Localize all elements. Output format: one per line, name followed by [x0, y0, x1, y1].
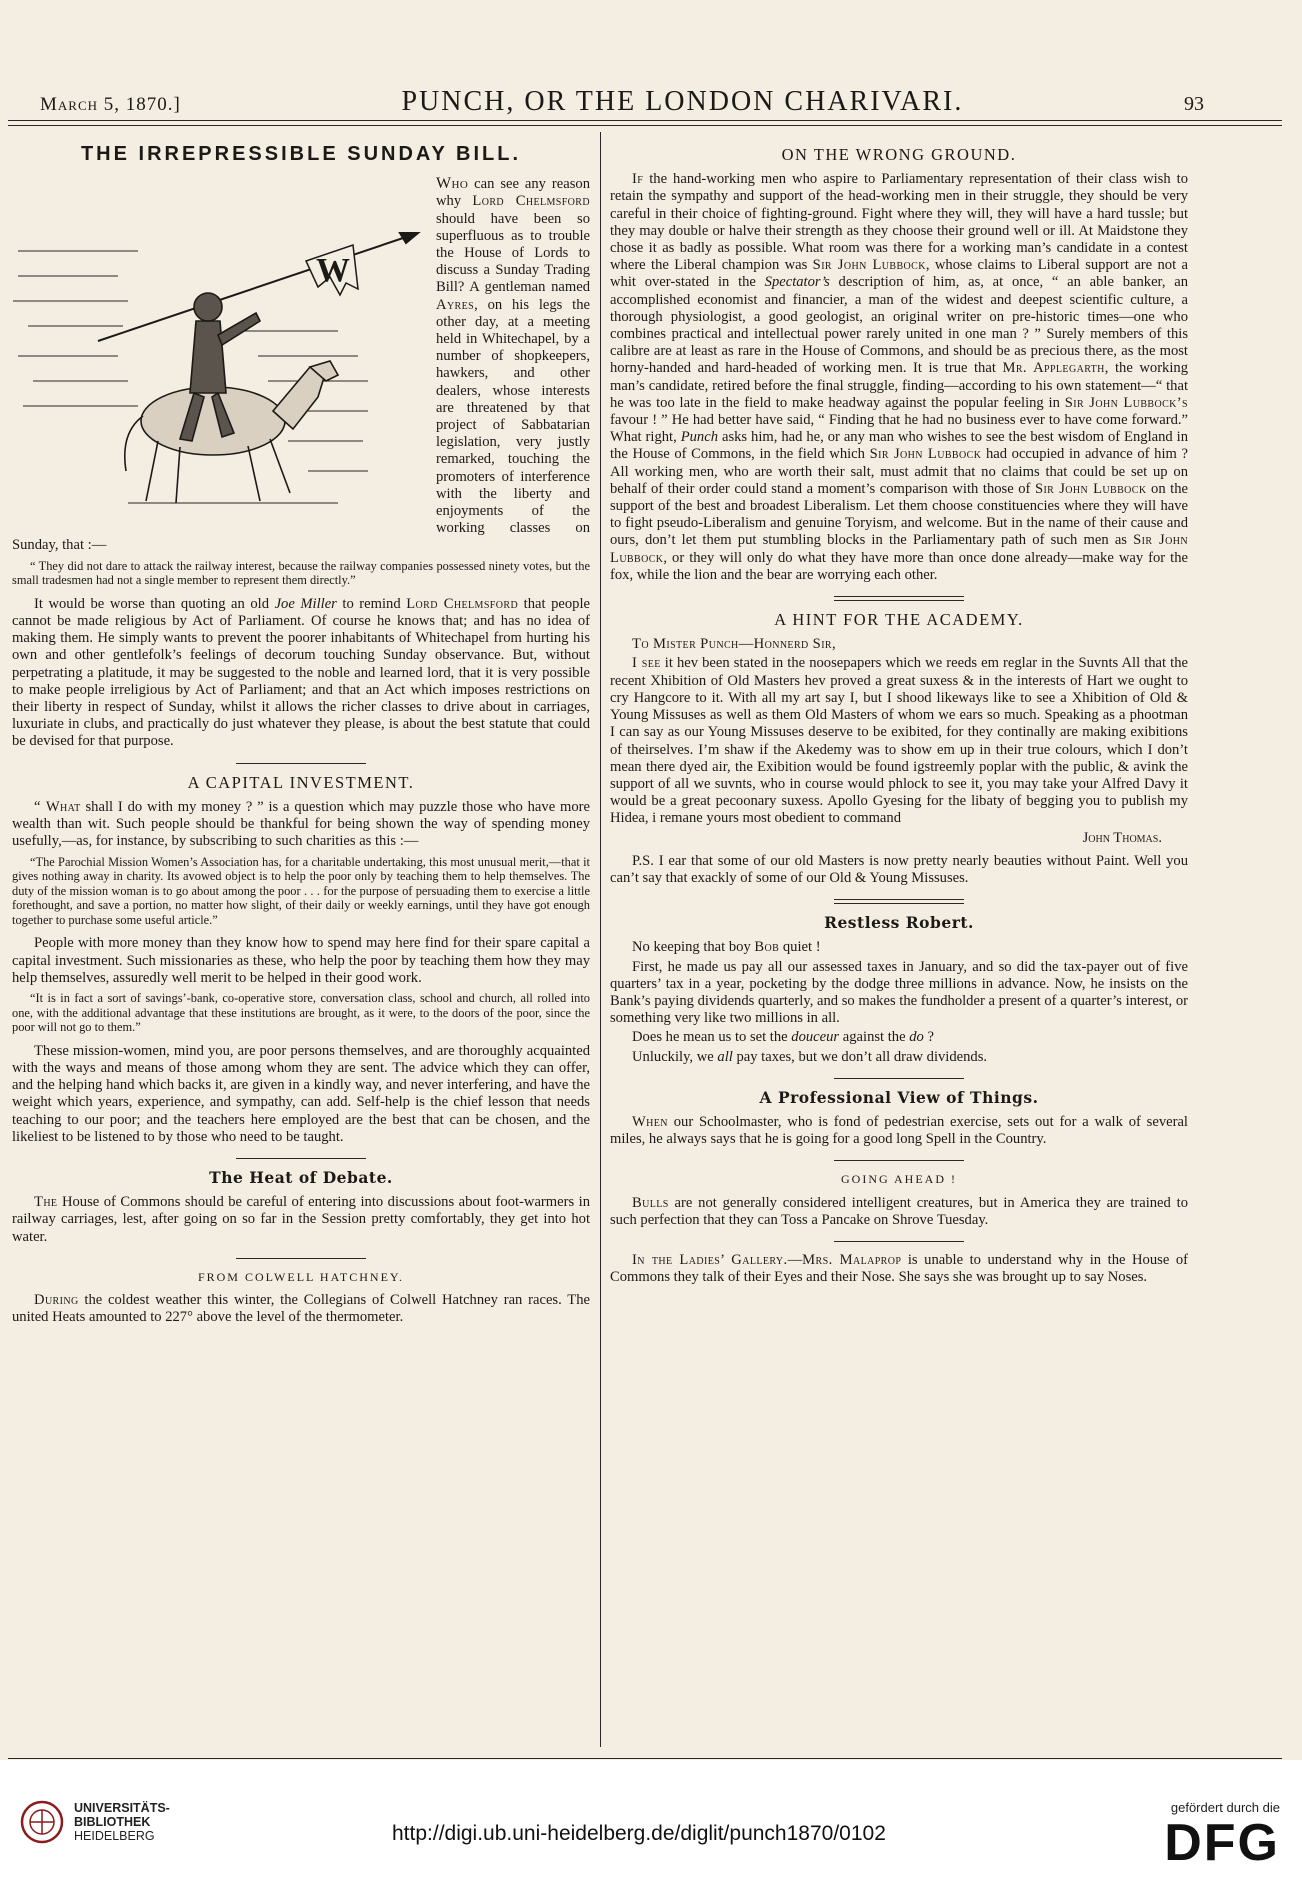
- paragraph: These mission-women, mind you, are poor persons themselves, and are thoroughly acquainted with the ways and means of those among whom they are sent. The advice which they can offer, and the helping hand which backs it, are given in a kindly way, and never interfering, and have the weight which years, experience, and sympathy, can add. Self-help is the chief lesson that needs teaching to our poor; and the teachers here employed are the best that can be chosen, and the likeliest to be listened to by those who need to be taught.: [12, 1042, 590, 1145]
- column-divider: [600, 132, 601, 1747]
- block-quote: “It is in fact a sort of savings’-bank, co-operative store, conversation class, school and church, all rolled into one, with the additional advantage that these institutions are brought, as it were, to the doors of the poor, since the poor will not go to them.”: [12, 991, 590, 1035]
- paragraph: The House of Commons should be careful of entering into discussions about foot-warmers in railway carriages, lest, after going on so far in the Session pretty comfortably, they get into hot water.: [12, 1194, 590, 1245]
- library-logo: [20, 1800, 170, 1844]
- block-quote: “ They did not dare to attack the railway interest, because the railway companies possessed ninety votes, but the small tradesmen had not a single member to represent them directly.”: [12, 558, 590, 588]
- letter-signature: John Thomas.: [1082, 829, 1162, 846]
- left-column: [12, 136, 590, 1329]
- section-separator: [834, 1078, 964, 1079]
- article-heading-heat-of-debate: The Heat of Debate.: [209, 1168, 393, 1188]
- paragraph: Who can see any reason why Lord Chelmsford should have been so superfluous as to trouble the House of Lords to discuss a Sunday Trading Bill? A gentleman named Ayres, on his legs the other day, at a meeting held in Whitechapel, by a number of shopkeepers, hawkers, and other dealers, whose interests are threatened by that project of Sabbatarian legislation, very justly remarked, touching the promoters of interference with the liberty and enjoyments of the working classes on Sunday, that :—: [12, 175, 590, 554]
- paragraph: First, he made us pay all our assessed taxes in January, and so did the tax-payer out of five quarters’ tax in a year, pocketing by the dodge three millions in advance. Now, he insists on the Bank’s paying dividends quarterly, and so makes the fundholder a present of a quarter’s interest, or something very like two millions in all.: [610, 958, 1188, 1027]
- article-heading-restless-robert: Restless Robert.: [824, 913, 974, 933]
- article-heading-hint-academy: A HINT FOR THE ACADEMY.: [774, 610, 1024, 630]
- section-separator: [834, 1241, 964, 1242]
- section-separator: [834, 899, 964, 904]
- letter-salutation: To Mister Punch—Honnerd Sir,: [632, 636, 837, 653]
- paragraph: It would be worse than quoting an old Joe Miller to remind Lord Chelmsford that people cannot be made religious by Act of Parliament. Of course he knows that; and has no idea of making them. He simply wants to prevent the poorer inhabitants of Whitechapel from hurting his own and other gentlefolk’s feelings of decorum touching Sunday observance. But, without perpetrating a platitude, it may be suggested to the noble and learned lord, that it is very possible to make people irreligious by Act of Parliament; and that an Act which imposes restrictions on their liberty in respect of Sunday, whilst it allows the richer classes to drive about in carriages, luxuriate in clubs, and practically do just whatever they please, is about the best statute that could be devised for that purpose.: [12, 595, 590, 750]
- funding-caption: gefördert durch die: [1170, 1800, 1280, 1815]
- banner-letter: W: [316, 252, 350, 290]
- university-seal-icon: [20, 1800, 64, 1844]
- section-separator: [834, 1160, 964, 1161]
- funding-badge: [1164, 1800, 1280, 1871]
- paragraph: Unluckily, we all pay taxes, but we don’t all draw dividends.: [632, 1048, 988, 1065]
- knight-on-horse-with-banner-illustration: [8, 171, 428, 527]
- article-heading-sunday-bill: THE IRREPRESSIBLE SUNDAY BILL.: [80, 143, 522, 165]
- paragraph: During the coldest weather this winter, the Collegians of Colwell Hatchney ran races. The united Heats amounted to 227° above the level of the thermometer.: [12, 1292, 590, 1326]
- issue-date: March 5, 1870.]: [40, 94, 181, 115]
- running-head: [40, 86, 1204, 116]
- paragraph: People with more money than they know how to spend may here find for their spare capital a capital investment. Such missionaries as these, who help the poor by teaching them how they may help themselves, assuredly well merit to be helped in their good work.: [12, 935, 590, 986]
- dropcap-word: Who: [436, 175, 469, 193]
- section-separator: [834, 596, 964, 601]
- article-heading-going-ahead: GOING AHEAD !: [841, 1172, 957, 1187]
- section-separator: [236, 763, 366, 764]
- paragraph: Bulls are not generally considered intelligent creatures, but in America they are trained to such perfection that they can Toss a Pancake on Shrove Tuesday.: [610, 1194, 1188, 1228]
- article-heading-colwell-hatchney: FROM COLWELL HATCHNEY.: [197, 1269, 405, 1284]
- page-number: 93: [1183, 93, 1204, 115]
- right-column: [610, 136, 1188, 1288]
- article-heading-wrong-ground: ON THE WRONG GROUND.: [781, 145, 1017, 164]
- name-mr-applegarth: Mr. Applegarth: [1002, 360, 1105, 377]
- paragraph: “ What shall I do with my money ? ” is a question which may puzzle those who have more wealth than wit. Such people should be thankful for being shown the way of spending money usefully,—as, for instance, by subscribing to such charities as this :—: [12, 798, 590, 850]
- paragraph: No keeping that boy Bob quiet !: [632, 939, 821, 956]
- dfg-logo: DFG: [1164, 1814, 1280, 1872]
- block-quote: “The Parochial Mission Women’s Association has, for a charitable undertaking, this most unusual merit,—that it gives nothing away in charity. Its avowed object is to help the poor only by teaching them to help themselves. The duty of the mission woman is to go about among the poor . . . for the purpose of persuading them to exercise a little forethought, and save a portion, no matter how slight, of their daily or weekly earnings, until they have got enough together to purchase some useful article.”: [12, 854, 590, 927]
- paragraph: P.S. I ear that some of our old Masters is now pretty nearly beauties without Paint. Well you can’t say that exackly of some of our Old & Young Missuses.: [610, 852, 1188, 886]
- paragraph: When our Schoolmaster, who is fond of pedestrian exercise, sets out for a walk of several miles, he always says that he is going for a good long Spell in the Country.: [610, 1113, 1188, 1148]
- paragraph: In the Ladies’ Gallery.—Mrs. Malaprop is unable to understand why in the House of Commons they talk of their Eyes and their Nose. She says she was brought up to say Noses.: [610, 1251, 1189, 1286]
- name-sir-john-lubbock: Sir John Lubbock: [812, 257, 926, 274]
- paragraph: Does he mean us to set the douceur against the do ?: [632, 1029, 934, 1046]
- section-separator: [236, 1158, 366, 1159]
- name-lord-chelmsford: Lord Chelmsford: [472, 193, 590, 210]
- publication-title: PUNCH, OR THE LONDON CHARIVARI.: [401, 86, 964, 117]
- paragraph: If the hand-working men who aspire to Parliamentary representation of their class wish to retain the sympathy and support of the head-working men in their struggle, they should be very careful in their choice of fighting-ground. Fight where they will, they will have a hard tussle; but they may double or halve their strength as they choose their ground well or ill. At Maidstone they chose it as badly as possible. What room was there for a working man’s candidate in a contest where the Liberal champion was Sir John Lubbock, whose claims to Liberal support are not a whit over-stated in the Spectator’s description of him, as, at once, “ an able banker, an accomplished economist and financier, a man of the widest and deepest scientific culture, a thorough physiologist, a good geologist, an original writer on pre-historic times—one who combines practical and intellectual power rarely united in one man ? ” Surely members of this calibre are at least as rare in the House of Commons, and should be as precious there, as the most horny-handed and hard-headed of working men. It is true that Mr. Applegarth, the working man’s candidate, retired before the final struggle, finding—according to his own statement—“ that he was too late in the field to make headway against the popular feeling in Sir John Lubbock’s favour ! ” He had better have said, “ Finding that he had no business ever to have come forward.” What right, Punch asks him, had he, or any man who wishes to see the best wisdom of England in the House of Commons, in the field which Sir John Lubbock had occupied in advance of him ? All working men, who are worth their salt, must admit that no claims that could be set up on behalf of their order could stand a moment’s comparison with those of Sir John Lubbock on the support of the best and broadest Liberalism. Let them choose constituencies where they will have to fight pseudo-Liberalism and genuine Toryism, and welcome. But in the name of their cause and ours, don’t let them put stumbling blocks in the Parliamentary path of such men as Sir John Lubbock, or they will only do what they have more than once done already—make way for the fox, while the lion and the bear are worrying each other.: [610, 171, 1189, 583]
- source-url-link[interactable]: http://digi.ub.uni-heidelberg.de/diglit/punch1870/0102: [392, 1822, 886, 1845]
- library-name: UNIVERSITÄTS- BIBLIOTHEK HEIDELBERG: [74, 1801, 170, 1843]
- paragraph: I see it hev been stated in the noosepapers which we reeds em reglar in the Suvnts All that the recent Xhibition of Old Masters hev proved a great suxess & in the interests of Hart we ought to cry Hangcore to it. With all my art say I, but I shood likeways like to see a Xhibition of Old & Young Missuses as well as them Old Masters of whom we ears so much. Speaking as a phootman I can say as our Young Missuses deserve to be exibited, for they continally are making exibitions of theirselves. I’m shaw if the Akedemy was to show em up in their true colours, which I don’t mean there dyed air, the Exibition would be found igstreemly poplar with the public, & avink the support of all we suvnts, who in course would phlock to see it, you may take your Alfred Davy it would be a great pecoonary suxess. Apollo Gyesing for the libaty of begging you to publish my Hidea, i remane yours most obedient to command: [610, 655, 1188, 827]
- article-heading-professional-view: A Professional View of Things.: [759, 1087, 1039, 1107]
- name-mrs-malaprop: Mrs. Malaprop: [802, 1251, 902, 1268]
- header-rule: [8, 120, 1282, 121]
- section-separator: [236, 1258, 366, 1259]
- footer-rule: [8, 1758, 1282, 1759]
- name-ayres: Ayres: [436, 296, 475, 313]
- article-heading-capital-investment: A CAPITAL INVESTMENT.: [187, 772, 415, 792]
- header-rule-thin: [8, 125, 1282, 126]
